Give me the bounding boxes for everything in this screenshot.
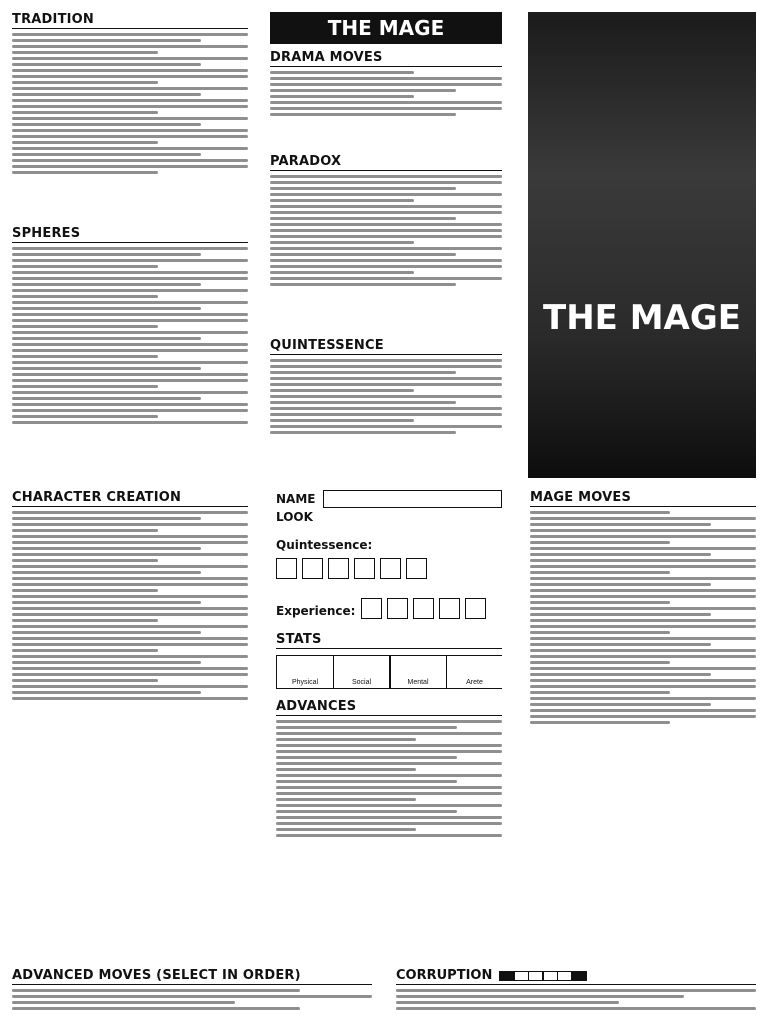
- advanced-moves-heading: ADVANCED MOVES (SELECT IN ORDER): [12, 968, 372, 985]
- quintessence-body: [270, 359, 502, 434]
- stat-mental[interactable]: Mental: [389, 655, 447, 689]
- corruption-section: [396, 968, 756, 1024]
- corruption-heading: CORRUPTION: [396, 968, 493, 983]
- quintessence-boxes[interactable]: [276, 558, 502, 584]
- stat-arete[interactable]: Arete: [446, 655, 503, 689]
- cover-image: [528, 12, 756, 478]
- spheres-section: [12, 226, 248, 478]
- mage-moves-section: [530, 490, 756, 936]
- character-creation-section: [12, 490, 248, 936]
- paradox-section: [270, 154, 502, 334]
- experience-boxes[interactable]: [361, 598, 491, 624]
- character-creation-body: [12, 511, 248, 700]
- left-column: [12, 12, 248, 478]
- character-sheet: [276, 490, 502, 936]
- experience-label: Experience:: [276, 604, 356, 618]
- spheres-heading: SPHERES: [12, 226, 248, 243]
- mage-moves-heading: MAGE MOVES: [530, 490, 756, 507]
- advanced-moves-section: [12, 968, 372, 1024]
- drama-moves-body: [270, 71, 502, 116]
- character-creation-heading: CHARACTER CREATION: [12, 490, 248, 507]
- corruption-header-row: [396, 968, 756, 985]
- stat-social[interactable]: Social: [333, 655, 391, 689]
- quintessence-heading: QUINTESSENCE: [270, 338, 502, 355]
- middle-column: [270, 12, 502, 478]
- drama-moves-heading: DRAMA MOVES: [270, 50, 502, 67]
- spheres-body: [12, 247, 248, 424]
- stats-row: [276, 655, 502, 689]
- tradition-body: [12, 33, 248, 174]
- drama-moves-section: [270, 50, 502, 150]
- advances-heading: ADVANCES: [276, 699, 502, 716]
- corruption-body: [396, 989, 756, 1010]
- tradition-heading: TRADITION: [12, 12, 248, 29]
- stats-heading: STATS: [276, 632, 502, 649]
- stat-physical[interactable]: Physical: [276, 655, 334, 689]
- advanced-moves-body: [12, 989, 372, 1010]
- corruption-track[interactable]: [500, 971, 587, 981]
- name-label: NAME: [276, 492, 316, 506]
- paradox-heading: PARADOX: [270, 154, 502, 171]
- name-field[interactable]: [323, 490, 502, 508]
- cover-title: THE MAGE: [543, 298, 741, 338]
- quintessence-section: [270, 338, 502, 478]
- quintessence-label: Quintessence:: [276, 538, 373, 552]
- page-title: THE MAGE: [270, 12, 502, 44]
- advances-body: [276, 720, 502, 837]
- name-row: [276, 490, 502, 508]
- look-label: LOOK: [276, 510, 313, 524]
- tradition-section: [12, 12, 248, 222]
- paradox-body: [270, 175, 502, 286]
- experience-row: [276, 598, 502, 624]
- mage-moves-body: [530, 511, 756, 724]
